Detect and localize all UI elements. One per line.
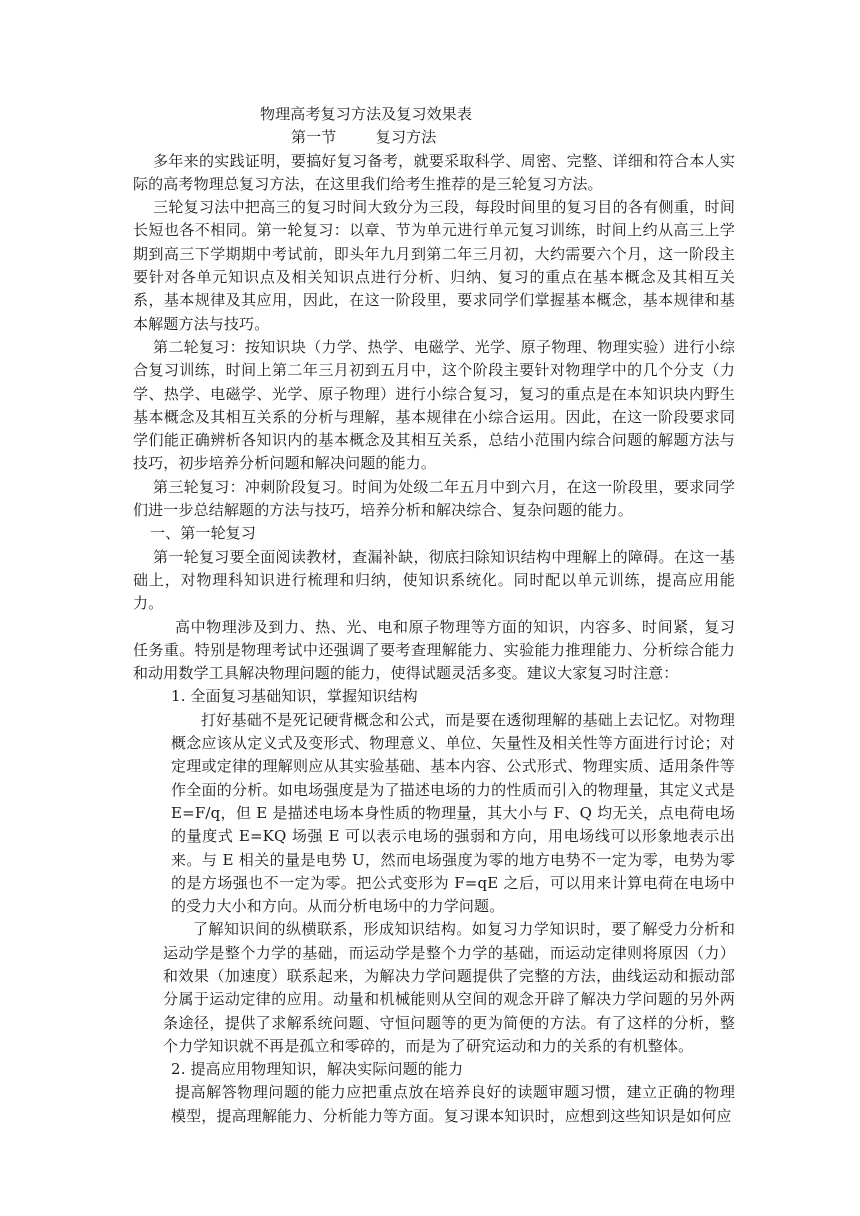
paragraph: 了解知识间的纵横联系，形成知识结构。如复习力学知识时，要了解受力分析和运动学是整个力学的基础，而运动学是整个力学的基础，而运动定律则将原因（力）和效果（加速度）联系起来，为解决力学问题提供了完整的方法，曲线运动和振动部分属于运动定律的应用。动量和机械能则从空间的观念开辟了解决力学问题的另外两条途径，提供了求解系统问题、守恒问题等的更为简便的方法。有了这样的分析，整个力学知识就不再是孤立和零碎的，而是为了研究运动和力的关系的有机整体。 bbox=[163, 920, 735, 1055]
paragraph: 提高解答物理问题的能力应把重点放在培养良好的读题审题习惯，建立正确的物理模型，提高理解能力、分析能力等方面。复习课本知识时，应想到这些知识是如何应 bbox=[171, 1083, 735, 1125]
paragraph: 高中物理涉及到力、热、光、电和原子物理等方面的知识，内容多、时间紧，复习任务重。特别是物理考试中还强调了要考查理解能力、实验能力推理能力、分析综合能力和动用数学工具解决物理问题的能力，使得试题灵活多变。建议大家复习时注意： bbox=[133, 617, 735, 683]
document-title: 物理高考复习方法及复习效果表 bbox=[260, 105, 473, 123]
section-heading: 一、第一轮复习 bbox=[150, 524, 257, 543]
paragraph: 打好基础不是死记硬背概念和公式，而是要在透彻理解的基础上去记忆。对物理概念应该从定义式及变形式、物理意义、单位、矢量性及相关性等方面进行讨论；对定理或定律的理解则应从其实验基础、基本内容、公式形式、物理实质、适用条件等作全面的分析。如电场强度是为了描述电场的力的性质而引入的物理量，其定义式是E=F/q，但 E 是描述电场本身性质的物理量，其大小与 F、Q 均无关，点电荷电场的量度式 E=KQ 场强 E 可以表示电场的强弱和方向，用电场线可以形象地表示出来。与 E 相关的量是电势 U，然而电场强度为零的地方电势不一定为零，电势为零的是方场强也不一定为零。把公式变形为 F=qE 之后，可以用来计算电荷在电场中的受力大小和方向。从而分析电场中的力学问题。 bbox=[171, 710, 735, 916]
indented-block bbox=[133, 709, 735, 919]
paragraph: 第二轮复习：按知识块（力学、热学、电磁学、光学、原子物理、物理实验）进行小综合复习训练，时间上第二年三月初到五月中，这个阶段主要针对物理学中的几个分支（力学、热学、电磁学、光学、原子物理）进行小综合复习，复习的重点是在本知识块内野生基本概念及其相互关系的分析与理解，基本规律在小综合运用。因此，在这一阶段要求同学们能正确辨析各知识内的基本概念及其相互关系，总结小范围内综合问题的解题方法与技巧，初步培养分析问题和解决问题的能力。 bbox=[133, 337, 735, 473]
numbered-heading: 2. 提高应用物理知识，解决实际问题的能力 bbox=[171, 1060, 464, 1079]
numbered-heading: 1. 全面复习基础知识，掌握知识结构 bbox=[171, 687, 418, 706]
section-subtitle: 第一节 复习方法 bbox=[291, 128, 437, 147]
document-body bbox=[133, 103, 735, 1128]
paragraph: 三轮复习法中把高三的复习时间大致分为三段，每段时间里的复习目的各有侧重，时间长短也各不相同。第一轮复习：以章、节为单元进行单元复习训练，时间上约从高三上学期到高三下学期期中考试前，即头年九月到第二年三月初，大约需要六个月，这一阶段主要针对各单元知识点及相关知识点进行分析、归纳、复习的重点在基本概念及其相互关系，基本规律及其应用，因此，在这一阶段里，要求同学们掌握基本概念，基本规律和基本解题方法与技巧。 bbox=[133, 198, 735, 333]
indented-block bbox=[133, 918, 735, 1058]
paragraph: 多年来的实践证明，要搞好复习备考，就要采取科学、周密、完整、详细和符合本人实际的高考物理总复习方法，在这里我们给考生推荐的是三轮复习方法。 bbox=[133, 151, 735, 193]
paragraph: 第三轮复习：冲刺阶段复习。时间为处级二年五月中到六月，在这一阶段里，要求同学们进一步总结解题的方法与技巧，培养分析和解决综合、复杂问题的能力。 bbox=[133, 477, 735, 520]
paragraph: 第一轮复习要全面阅读教材，查漏补缺，彻底扫除知识结构中理解上的障碍。在这一基础上，对物理科知识进行梳理和归纳，使知识系统化。同时配以单元训练，提高应用能力。 bbox=[133, 547, 735, 613]
